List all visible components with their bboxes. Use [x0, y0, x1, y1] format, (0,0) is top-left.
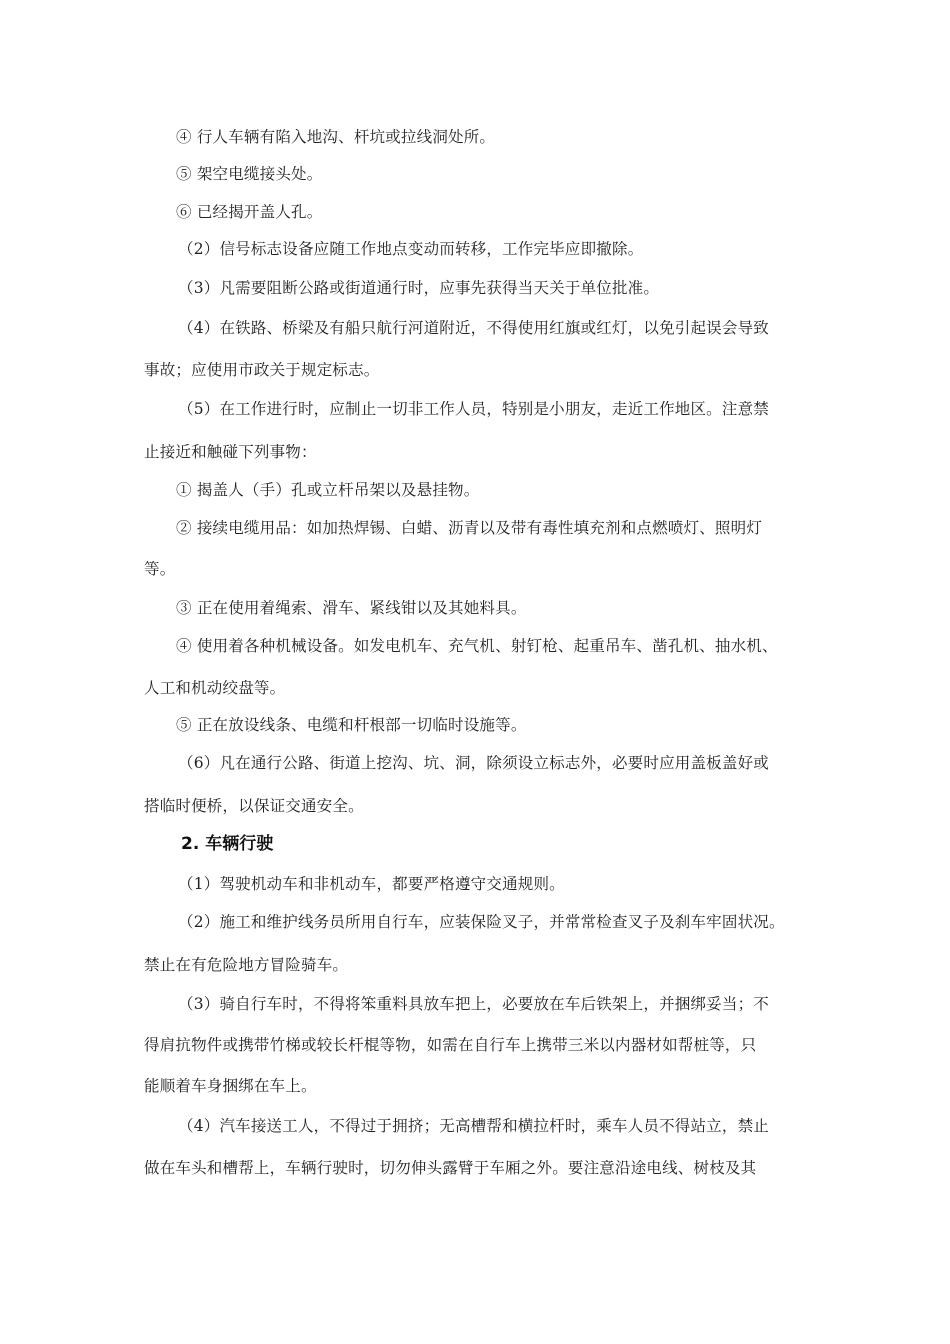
text-line-para5-start: （5）在工作进行时，应制止一切非工作人员，特别是小朋友，走近工作地区。注意禁	[178, 400, 769, 418]
text-line-v2-end: 禁止在有危险地方冒险骑车。	[144, 956, 349, 974]
text-line-v3-start: （3）骑自行车时，不得将笨重料具放车把上，必要放在车后铁架上，并捆绑妥当；不	[178, 995, 769, 1013]
text-line-item6-manhole: ⑥ 已经揭开盖人孔。	[176, 203, 323, 221]
text-line-item2-start: ② 接续电缆用品：如加热焊锡、白蜡、沥青以及带有毒性填充剂和点燃喷灯、照明灯	[176, 519, 763, 537]
text-line-para4-start: （4）在铁路、桥梁及有船只航行河道附近，不得使用红旗或红灯，以免引起误会导致	[178, 319, 769, 337]
text-line-para2: （2）信号标志设备应随工作地点变动而转移，工作完毕应即撤除。	[178, 240, 644, 258]
text-line-para4-end: 事故；应使用市政关于规定标志。	[144, 361, 380, 379]
text-line-item4-machines-start: ④ 使用着各种机械设备。如发电机车、充气机、射钉枪、起重吊车、凿孔机、抽水机、	[176, 637, 778, 655]
text-line-item1-manhole: ① 揭盖人（手）孔或立杆吊架以及悬挂物。	[176, 481, 480, 499]
text-line-v1: （1）驾驶机动车和非机动车，都要严格遵守交通规则。	[178, 875, 565, 893]
text-line-v3-end: 能顺着车身捆绑在车上。	[144, 1077, 317, 1095]
text-line-v4-continued: 做在车头和槽帮上，车辆行驶时，切勿伸头露臂于车厢之外。要注意沿途电线、树枝及其	[144, 1159, 757, 1177]
text-line-para3: （3）凡需要阻断公路或街道通行时，应事先获得当天关于单位批准。	[178, 279, 660, 297]
text-line-item5-cable-joint: ⑤ 架空电缆接头处。	[176, 165, 323, 183]
text-line-para5-end: 止接近和触碰下列事物：	[144, 443, 317, 461]
text-line-para6-end: 搭临时便桥，以保证交通安全。	[144, 797, 364, 815]
text-line-item2-end: 等。	[144, 560, 176, 578]
section-heading-vehicle-driving: 2. 车辆行驶	[181, 834, 274, 854]
text-line-v2-start: （2）施工和维护线务员所用自行车，应装保险叉子，并常常检查叉子及刹车牢固状况。	[178, 913, 785, 931]
text-line-item5-temp-facilities: ⑤ 正在放设线条、电缆和杆根部一切临时设施等。	[176, 716, 527, 734]
text-line-item4-machines-end: 人工和机动绞盘等。	[144, 679, 286, 697]
text-line-item3-tools: ③ 正在使用着绳索、滑车、紧线钳以及其她料具。	[176, 599, 527, 617]
text-line-v3-middle: 得肩抗物件或携带竹梯或较长杆棍等物，如需在自行车上携带三米以内器材如帮桩等，只	[144, 1036, 757, 1054]
text-line-item4-pits: ④ 行人车辆有陷入地沟、杆坑或拉线洞处所。	[176, 128, 496, 146]
text-line-v4-start: （4）汽车接送工人，不得过于拥挤；无高槽帮和横拉杆时，乘车人员不得站立，禁止	[178, 1117, 769, 1135]
text-line-para6-start: （6）凡在通行公路、街道上挖沟、坑、洞，除须设立标志外，必要时应用盖板盖好或	[178, 754, 769, 772]
